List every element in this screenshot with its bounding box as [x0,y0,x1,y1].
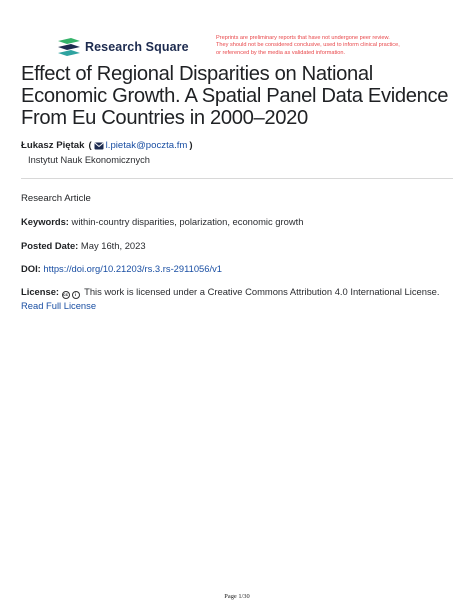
license-text: This work is licensed under a Creative Commons Attribution 4.0 International License. [84,286,440,297]
license-row [21,286,439,299]
disclaimer-line: or referenced by the media as validated information. [216,49,346,56]
author-email-link[interactable]: l.pietak@poczta.fm [105,140,188,151]
posted-date-row [21,240,146,251]
envelope-icon [94,142,104,150]
preprint-disclaimer [216,35,446,57]
read-full-license-link[interactable]: Read Full License [21,300,97,311]
brand-name: Research Square [85,40,189,54]
keywords-label: Keywords: [21,216,69,227]
close-paren: ) [189,140,193,151]
research-square-mark-icon [58,38,80,56]
article-type: Research Article [21,193,91,204]
author-line [21,140,193,151]
doi-row [21,263,222,274]
license-label: License: [21,286,60,297]
disclaimer-line: They should not be considered conclusive, used to inform clinical practice, [216,42,400,49]
divider [21,178,453,179]
paper-title: Effect of Regional Disparities on National Economic Growth. A Spatial Panel Data Evidence From Eu Countries in 2000–2020 [21,63,449,129]
posted-date-value: May 16th, 2023 [80,240,146,251]
doi-label: DOI: [21,263,41,274]
creative-commons-icon: cc [63,292,69,297]
posted-date-label: Posted Date: [21,240,79,251]
author-name[interactable]: Łukasz Piętak [21,140,85,151]
research-square-logo[interactable] [58,38,189,56]
disclaimer-line: Preprints are preliminary reports that have not undergone peer review. [216,35,390,41]
doi-link[interactable]: https://doi.org/10.21203/rs.3.rs-2911056/v1 [43,263,222,274]
page-number: Page 1/30 [224,593,250,600]
author-institution: Instytut Nauk Ekonomicznych [28,155,150,165]
keywords-value: within-country disparities, polarization, economic growth [71,216,304,227]
keywords-row [21,216,303,227]
attribution-icon: i [72,291,80,299]
open-paren: ( [88,140,92,151]
